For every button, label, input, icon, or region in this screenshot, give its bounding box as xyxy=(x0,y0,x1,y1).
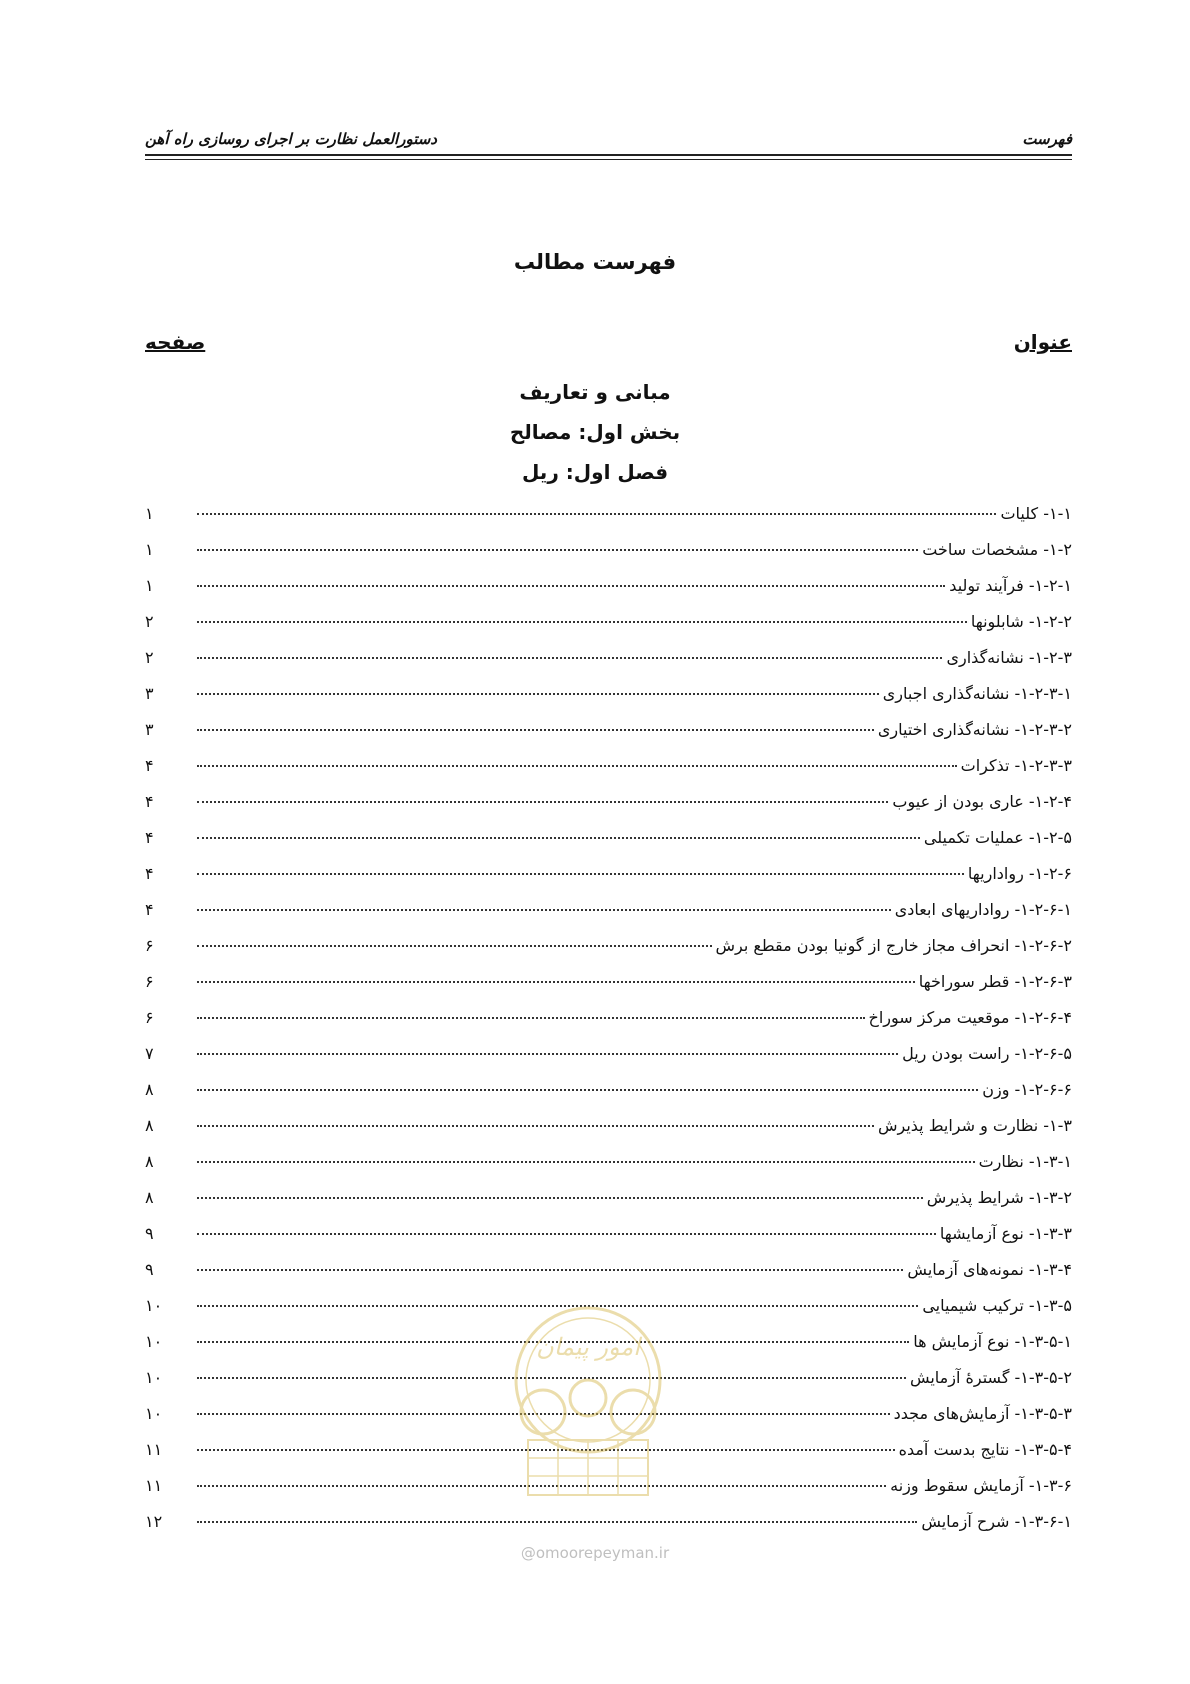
toc-entry[interactable] xyxy=(145,532,1072,568)
toc-entry[interactable] xyxy=(145,1324,1072,1360)
toc-dot-leader xyxy=(197,1269,903,1271)
toc-entry-title: ۱-۲-۵- عملیات تکمیلی xyxy=(923,828,1072,847)
toc-entry-page: ۱۲ xyxy=(145,1512,163,1531)
toc-dot-leader xyxy=(197,1161,975,1163)
toc-entry-page: ۴ xyxy=(145,756,154,775)
toc-entry-page: ۴ xyxy=(145,900,154,919)
toc-entry-page: ۸ xyxy=(145,1116,154,1135)
toc-dot-leader xyxy=(197,1053,898,1055)
toc-entry-page: ۹ xyxy=(145,1260,154,1279)
toc-entry-title: ۱-۳-۵- ترکیب شیمیایی xyxy=(922,1296,1072,1315)
toc-dot-leader xyxy=(197,1341,909,1343)
toc-entry-page: ۳ xyxy=(145,684,154,703)
toc-dot-leader xyxy=(197,1233,936,1235)
toc-entry[interactable] xyxy=(145,820,1072,856)
chapter-heading-rail: فصل اول: ریل xyxy=(521,460,669,484)
toc-entry-page: ۱۰ xyxy=(145,1296,163,1315)
toc-entry[interactable] xyxy=(145,1396,1072,1432)
toc-dot-leader xyxy=(197,1197,923,1199)
toc-entry[interactable] xyxy=(145,1108,1072,1144)
toc-dot-leader xyxy=(197,765,957,767)
toc-entry[interactable] xyxy=(145,1360,1072,1396)
toc-entry-title: ۱-۲-۶-۴- موقعیت مرکز سوراخ xyxy=(868,1008,1072,1027)
toc-entry-title: ۱-۲-۳-۱- نشانه‌گذاری اجباری xyxy=(882,684,1072,703)
table-of-contents xyxy=(145,496,1072,1540)
toc-entry[interactable] xyxy=(145,1000,1072,1036)
toc-entry-page: ۷ xyxy=(145,1044,154,1063)
toc-entry-page: ۱ xyxy=(145,504,154,523)
toc-entry-title: ۱-۳-۳- نوع آزمایشها xyxy=(939,1224,1072,1243)
toc-entry[interactable] xyxy=(145,568,1072,604)
toc-dot-leader xyxy=(197,1305,918,1307)
toc-entry-page: ۹ xyxy=(145,1224,154,1243)
toc-entry-title: ۱-۳-۵-۴- نتایج بدست آمده xyxy=(898,1440,1072,1459)
toc-dot-leader xyxy=(197,1017,865,1019)
toc-entry-page: ۱ xyxy=(145,540,154,559)
toc-entry[interactable] xyxy=(145,1144,1072,1180)
toc-entry-page: ۱۱ xyxy=(145,1440,163,1459)
toc-entry-title: ۱-۲-۱- فرآیند تولید xyxy=(949,576,1072,595)
toc-entry-title: ۱-۲-۶-۲- انحراف مجاز خارج از گونیا بودن مقطع برش xyxy=(715,936,1072,955)
toc-entry-page: ۲ xyxy=(145,648,154,667)
toc-entry-title: ۱-۲-۴- عاری بودن از عیوب xyxy=(892,792,1072,811)
toc-dot-leader xyxy=(197,1377,906,1379)
toc-entry-title: ۱-۲-۶-۶- وزن xyxy=(982,1080,1072,1099)
toc-entry[interactable] xyxy=(145,856,1072,892)
toc-entry-page: ۸ xyxy=(145,1080,154,1099)
toc-entry[interactable] xyxy=(145,892,1072,928)
toc-entry[interactable] xyxy=(145,1216,1072,1252)
toc-entry[interactable] xyxy=(145,1180,1072,1216)
page-title: فهرست مطالب xyxy=(513,250,677,274)
toc-dot-leader xyxy=(197,657,942,659)
toc-entry[interactable] xyxy=(145,1468,1072,1504)
toc-entry[interactable] xyxy=(145,1072,1072,1108)
toc-dot-leader xyxy=(197,909,891,911)
toc-entry[interactable] xyxy=(145,1252,1072,1288)
toc-entry-title: ۱-۲-۶-۳- قطر سوراخها xyxy=(918,972,1072,991)
toc-entry[interactable] xyxy=(145,496,1072,532)
toc-entry-title: ۱-۳-۵-۱- نوع آزمایش ها xyxy=(913,1332,1072,1351)
header-rule-thin xyxy=(145,159,1072,160)
toc-entry[interactable] xyxy=(145,712,1072,748)
toc-entry[interactable] xyxy=(145,640,1072,676)
toc-entry[interactable] xyxy=(145,604,1072,640)
toc-entry-title: ۱-۳-۶- آزمایش سقوط وزنه xyxy=(890,1476,1072,1495)
toc-entry-page: ۱۱ xyxy=(145,1476,163,1495)
watermark-logo-text: امور پیمان xyxy=(536,1333,640,1361)
toc-entry[interactable] xyxy=(145,1036,1072,1072)
toc-dot-leader xyxy=(197,1485,886,1487)
toc-entry-page: ۱ xyxy=(145,576,154,595)
toc-dot-leader xyxy=(197,801,888,803)
toc-dot-leader xyxy=(197,585,945,587)
toc-entry-title: ۱-۳-۱- نظارت xyxy=(978,1152,1072,1171)
header-document-title: دستورالعمل نظارت بر اجرای روسازی راه آهن xyxy=(145,130,437,148)
toc-entry[interactable] xyxy=(145,1288,1072,1324)
toc-entry[interactable] xyxy=(145,1504,1072,1540)
toc-entry-page: ۶ xyxy=(145,936,154,955)
watermark-caption: @omoorepeyman.ir xyxy=(520,1544,670,1562)
toc-entry-title: ۱-۲-۶-۱- رواداریهای ابعادی xyxy=(894,900,1072,919)
toc-entry-page: ۱۰ xyxy=(145,1368,163,1387)
toc-dot-leader xyxy=(197,621,967,623)
column-label-title: عنوان xyxy=(1013,330,1072,354)
section-heading-basics: مبانی و تعاریف xyxy=(519,380,671,404)
toc-dot-leader xyxy=(197,693,879,695)
toc-entry-page: ۶ xyxy=(145,972,154,991)
toc-entry-page: ۸ xyxy=(145,1188,154,1207)
toc-dot-leader xyxy=(197,513,996,515)
toc-dot-leader xyxy=(197,873,964,875)
toc-dot-leader xyxy=(197,1089,978,1091)
toc-dot-leader xyxy=(197,729,874,731)
toc-entry-title: ۱-۳-۴- نمونه‌های آزمایش xyxy=(907,1260,1072,1279)
toc-entry-title: ۱-۲-۳- نشانه‌گذاری xyxy=(946,648,1072,667)
toc-entry-title: ۱-۳-۶-۱- شرح آزمایش xyxy=(921,1512,1072,1531)
toc-entry-title: ۱-۳- نظارت و شرایط پذیرش xyxy=(877,1116,1072,1135)
toc-dot-leader xyxy=(197,1413,890,1415)
toc-entry-title: ۱-۳-۵-۳- آزمایش‌های مجدد xyxy=(893,1404,1072,1423)
toc-entry-page: ۴ xyxy=(145,792,154,811)
toc-dot-leader xyxy=(197,981,915,983)
part-heading-materials: بخش اول: مصالح xyxy=(509,420,681,444)
toc-entry-title: ۱-۲-۳-۳- تذکرات xyxy=(960,756,1072,775)
toc-entry-title: ۱-۳-۵-۲- گسترهٔ آزمایش xyxy=(909,1368,1072,1387)
toc-entry-title: ۱-۲- مشخصات ساخت xyxy=(922,540,1072,559)
toc-dot-leader xyxy=(197,837,920,839)
toc-entry-title: ۱-۲-۲- شابلونها xyxy=(970,612,1072,631)
toc-entry-page: ۶ xyxy=(145,1008,154,1027)
toc-entry-title: ۱-۲-۶- رواداریها xyxy=(967,864,1072,883)
toc-entry[interactable] xyxy=(145,784,1072,820)
toc-entry[interactable] xyxy=(145,964,1072,1000)
toc-entry[interactable] xyxy=(145,748,1072,784)
toc-entry-page: ۱۰ xyxy=(145,1404,163,1423)
toc-dot-leader xyxy=(197,1125,874,1127)
toc-entry-page: ۴ xyxy=(145,828,154,847)
toc-entry-page: ۴ xyxy=(145,864,154,883)
toc-dot-leader xyxy=(197,945,712,947)
toc-entry[interactable] xyxy=(145,928,1072,964)
running-header xyxy=(145,128,1072,160)
toc-dot-leader xyxy=(197,1521,917,1523)
toc-dot-leader xyxy=(197,549,918,551)
column-label-page: صفحه xyxy=(145,330,206,354)
toc-entry-page: ۱۰ xyxy=(145,1332,163,1351)
toc-entry[interactable] xyxy=(145,1432,1072,1468)
toc-dot-leader xyxy=(197,1449,895,1451)
header-section-name: فهرست xyxy=(1022,130,1072,148)
toc-entry-page: ۸ xyxy=(145,1152,154,1171)
toc-entry[interactable] xyxy=(145,676,1072,712)
toc-entry-page: ۲ xyxy=(145,612,154,631)
toc-entry-page: ۳ xyxy=(145,720,154,739)
toc-entry-title: ۱-۲-۶-۵- راست بودن ریل xyxy=(902,1044,1072,1063)
toc-entry-title: ۱-۲-۳-۲- نشانه‌گذاری اختیاری xyxy=(877,720,1072,739)
header-rule-thick xyxy=(145,154,1072,156)
toc-entry-title: ۱-۱- کلیات xyxy=(1000,504,1072,523)
toc-entry-title: ۱-۳-۲- شرایط پذیرش xyxy=(926,1188,1072,1207)
